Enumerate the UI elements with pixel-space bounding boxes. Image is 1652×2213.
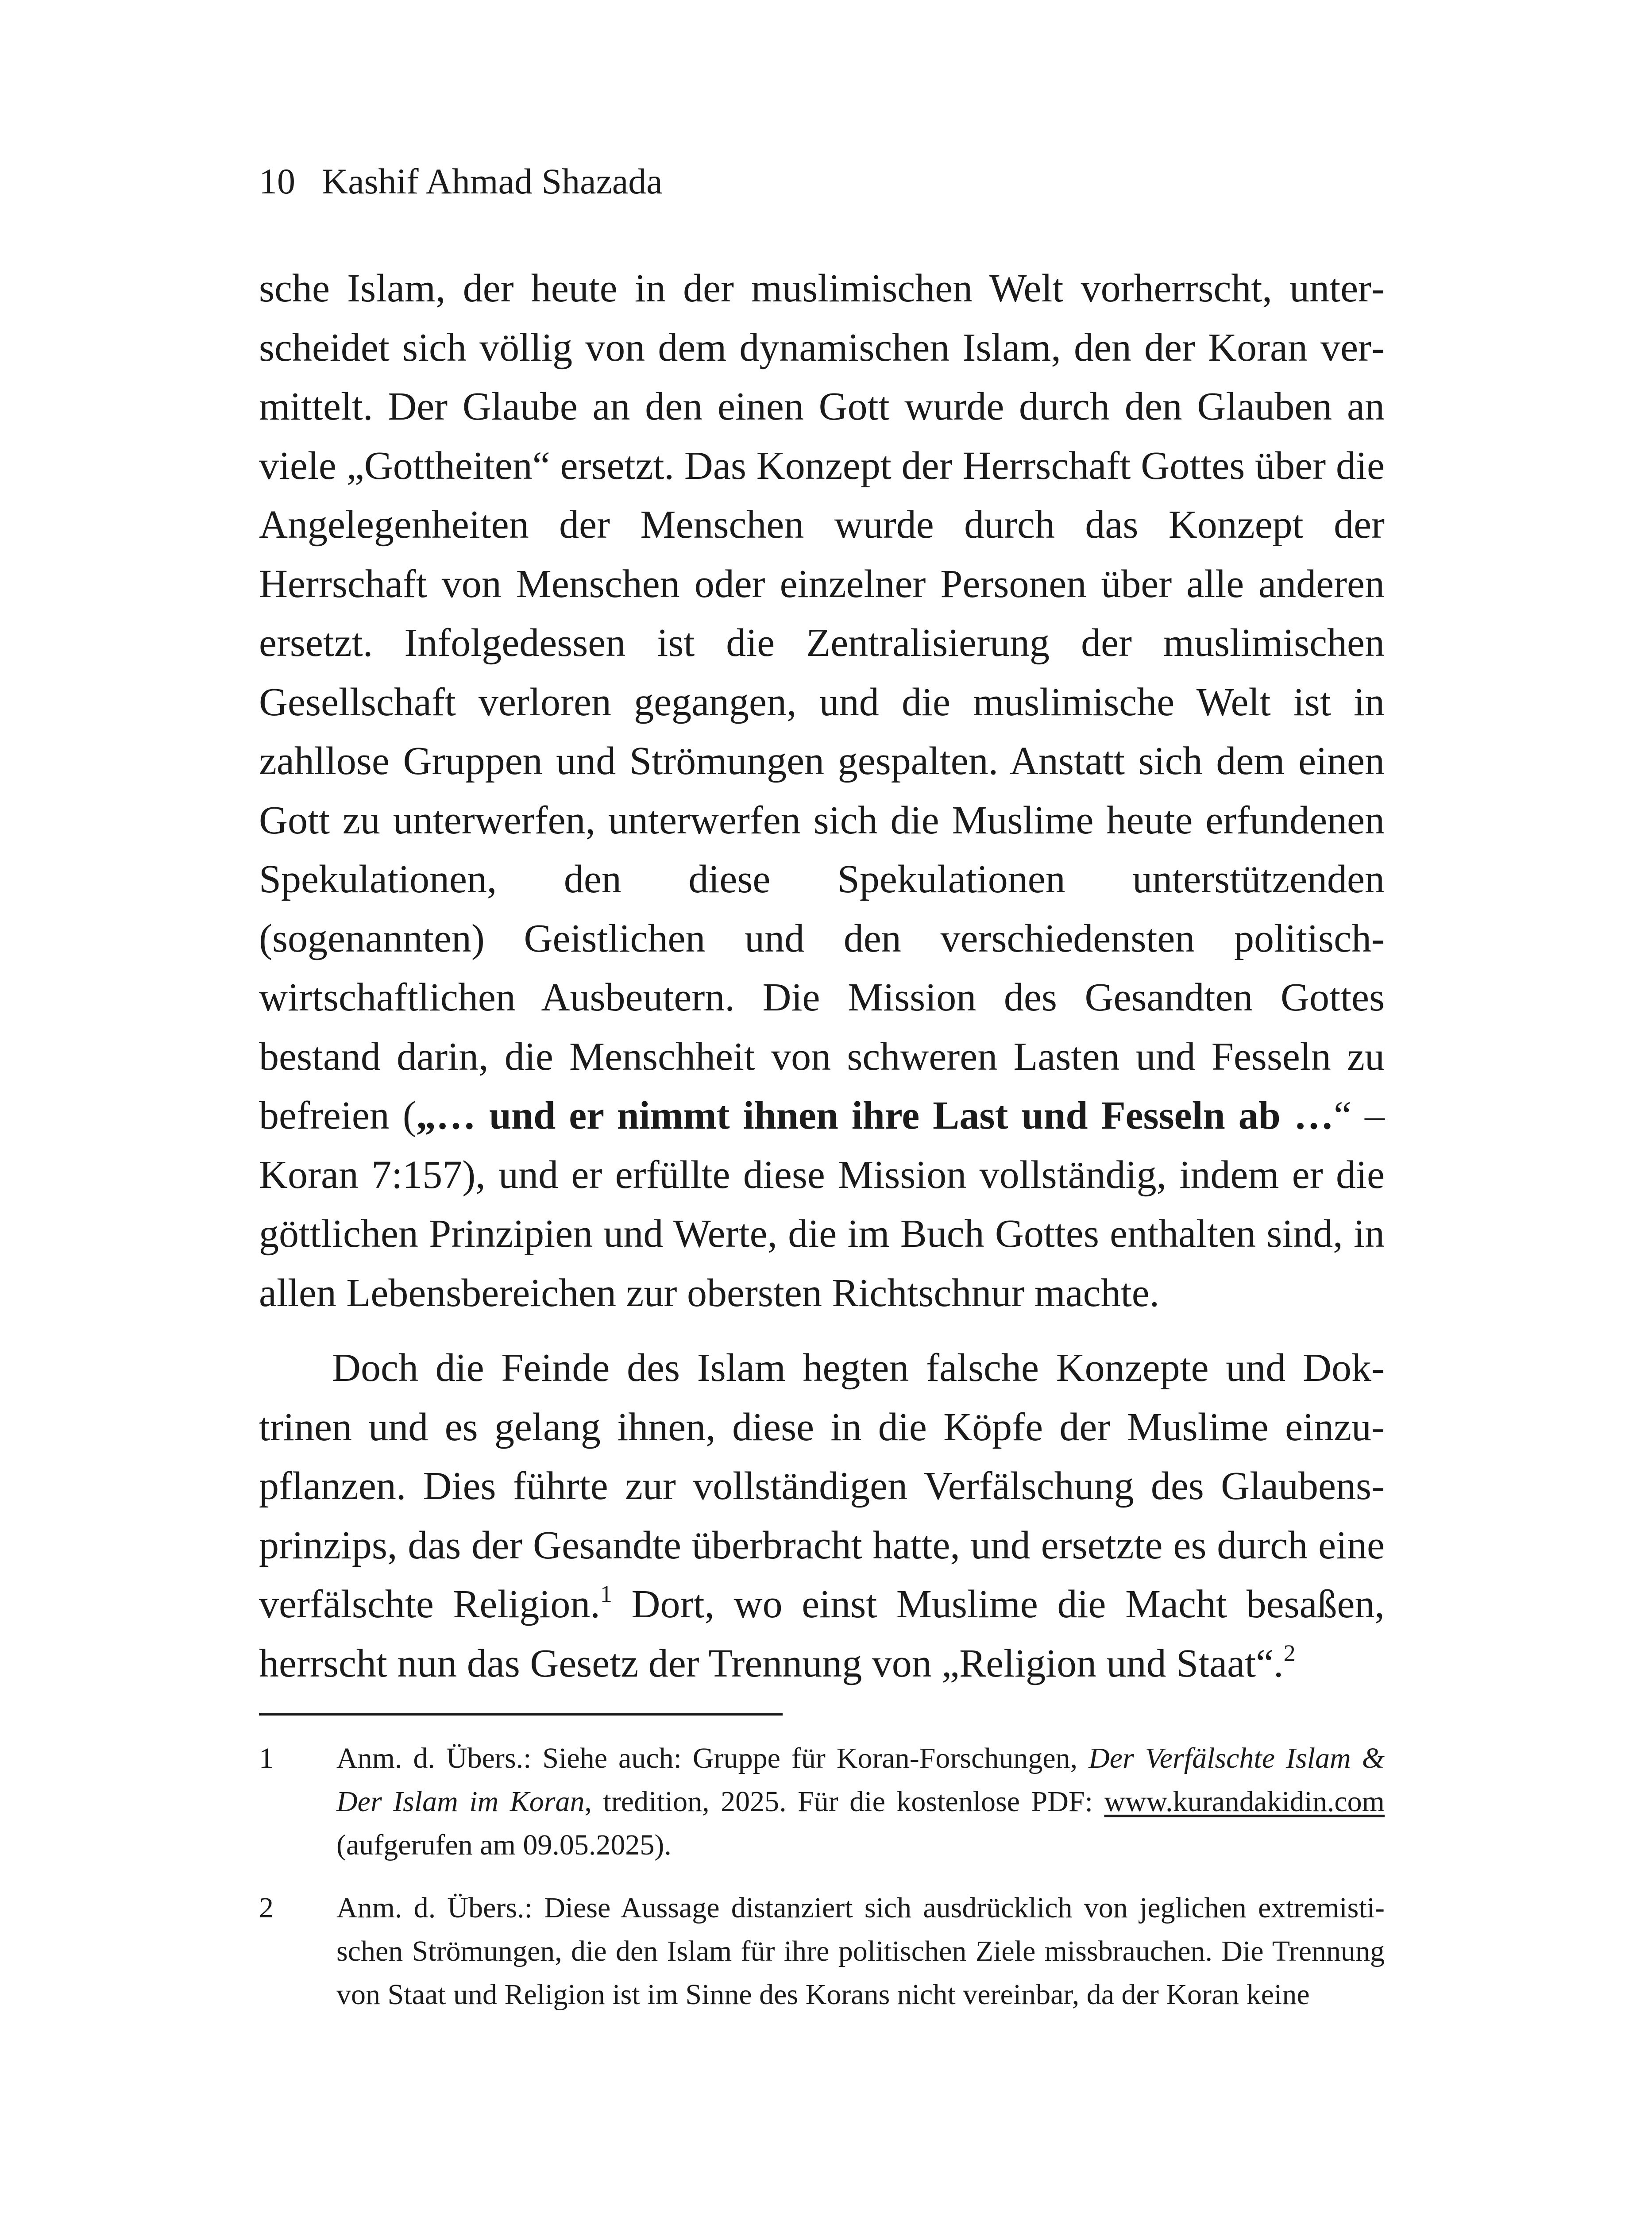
footnote-1-text-a: Anm. d. Übers.: Siehe auch: Gruppe für Koran-Forschungen, [336, 1742, 1089, 1774]
footnote-number: 1 [259, 1742, 274, 1774]
koran-quote: „… und er nimmt ihnen ihre Last und Fesseln ab … [416, 1094, 1334, 1137]
footnote-reference-2[interactable]: 2 [1283, 1639, 1296, 1666]
footnote-1-text-b: , tredition, 2025. Für die kostenlose PDF: [584, 1785, 1104, 1818]
footnote-2-text-a: Anm. d. Übers.: Diese Aussage distanziert sich ausdrücklich von jeglichen extremistischen Strömungen, die den Islam für ihre politischen Ziele missbrauchen. Die Trennung von Staat und Religion ist im Sinne des Korans nicht vereinbar, da der Koran keine [336, 1892, 1385, 2011]
running-header [259, 159, 663, 204]
footnote-text [336, 1886, 1385, 2016]
footnote-1 [259, 1737, 1385, 1867]
footnote-2 [259, 1886, 1385, 2016]
paragraph-2-text-b: Dort, wo einst Muslime die Macht besaßen, herrscht nun das Gesetz der Trennung von „Religion und Staat“. [259, 1582, 1385, 1685]
footnote-1-link[interactable]: www.kurandakidin.com [1104, 1785, 1385, 1818]
footnote-reference-1[interactable]: 1 [600, 1581, 612, 1607]
running-header-author: Kashif Ahmad Shazada [322, 161, 663, 201]
footnote-1-text-c: (aufgerufen am 09.05.2025). [336, 1829, 672, 1861]
footnote-divider [259, 1713, 783, 1716]
page-number: 10 [259, 161, 295, 201]
paragraph-2-text-a: Doch die Feinde des Islam hegten falsche Konzepte und Doktrinen und es gelang ihnen, diese in die Köpfe der Muslime einzupflanzen. Dies führte zur vollständigen Verfälschung des Glaubensprinzips, das der Gesandte überbracht hatte, und ersetzte es durch eine verfälschte Religion. [259, 1346, 1385, 1626]
main-text [259, 259, 1385, 2036]
footnote-text [336, 1737, 1385, 1867]
paragraph-1-text-a: sche Islam, der heute in der muslimischen Welt vorherrscht, unterscheidet sich völlig von dem dynamischen Islam, den der Koran vermittelt. Der Glaube an den einen Gott wurde durch den Glauben an viele „Gottheiten“ ersetzt. Das Konzept der Herrschaft Gottes über die Angelegenheiten der Menschen wurde durch das Konzept der Herrschaft von Menschen oder einzelner Personen über alle anderen ersetzt. Infolgedessen ist die Zentralisierung der muslimischen Gesellschaft verloren gegangen, und die muslimische Welt ist in zahllose Gruppen und Strömungen gespalten. Anstatt sich dem einen Gott zu unterwerfen, unterwerfen sich die Muslime heute erfundenen Spekulationen, den diese Spekulationen unterstützenden (sogenannten) Geistlichen und den verschiedensten politisch-wirtschaftlichen Ausbeutern. Die Mission des Gesandten Gottes bestand darin, die Menschheit von schweren Lasten und Fesseln zu befreien ( [259, 266, 1385, 1137]
footnote-1-book-title: Der Verfälschte Islam & Der Islam im Koran [336, 1742, 1385, 1818]
paragraph-1 [259, 259, 1385, 1322]
paragraph-2 [259, 1338, 1385, 1693]
footnote-number: 2 [259, 1892, 274, 1924]
paragraph-1-text-b: “ – Koran 7:157), und er erfüllte diese Mission vollständig, indem er die göttlichen Prinzipien und Werte, die im Buch Gottes enthalten sind, in allen Lebensbereichen zur obersten Richtschnur machte. [259, 1094, 1385, 1315]
footnotes [259, 1737, 1385, 2016]
